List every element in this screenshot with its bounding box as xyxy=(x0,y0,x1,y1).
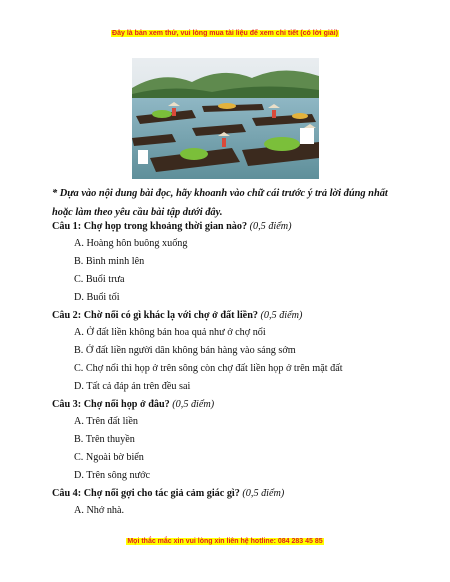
q3-option-a: A. Trên đất liền xyxy=(74,416,138,427)
floating-market-photo xyxy=(132,58,319,179)
q3-option-d: D. Trên sông nước xyxy=(74,470,151,481)
q2-option-a: A. Ở đất liền không bán hoa quả như ở chợ nổi xyxy=(74,327,266,338)
q3-option-c: C. Ngoài bờ biển xyxy=(74,452,144,463)
question-3-label: Câu 3: Chợ nổi họp ở đâu? xyxy=(52,399,170,410)
q2-option-d: D. Tất cả đáp án trên đều sai xyxy=(74,381,191,392)
q1-option-a: A. Hoàng hôn buông xuống xyxy=(74,238,188,249)
q2-option-b: B. Ở đất liền người dân không bán hàng vào sáng sớm xyxy=(74,345,296,356)
question-1-points: (0,5 điểm) xyxy=(249,221,292,232)
header-notice xyxy=(0,29,450,38)
footer-notice-text: Mọi thắc mắc xin vui lòng xin liên hệ hotline: 084 283 45 85 xyxy=(127,538,323,545)
question-3-points: (0,5 điểm) xyxy=(172,399,215,410)
header-notice-text: Đây là bản xem thử, vui lòng mua tài liệu để xem chi tiết (có lời giải) xyxy=(112,30,338,37)
q2-option-c: C. Chợ nổi thì họp ở trên sông còn chợ đất liền họp ở trên mặt đất xyxy=(74,363,343,374)
q4-option-a: A. Nhớ nhà. xyxy=(74,505,125,516)
question-4-points: (0,5 điểm) xyxy=(242,488,285,499)
question-3 xyxy=(52,399,214,411)
question-4-label: Câu 4: Chợ nổi gợi cho tác giả cảm giác gì? xyxy=(52,488,240,499)
footer-notice xyxy=(0,537,450,546)
question-2 xyxy=(52,310,302,322)
question-2-points: (0,5 điểm) xyxy=(260,310,303,321)
instructions: * Dựa vào nội dung bài đọc, hãy khoanh vào chữ cái trước ý trả lời đúng nhất hoặc làm theo yêu cầu bài tập dưới đây. xyxy=(52,188,388,218)
q1-option-d: D. Buổi tối xyxy=(74,292,120,303)
q1-option-c: C. Buổi trưa xyxy=(74,274,125,285)
q3-option-b: B. Trên thuyền xyxy=(74,434,135,445)
question-4 xyxy=(52,488,284,500)
question-2-label: Câu 2: Chờ nổi có gì khác lạ với chợ ở đất liền? xyxy=(52,310,258,321)
q1-option-b: B. Bình minh lên xyxy=(74,256,145,267)
question-1-label: Câu 1: Chợ họp trong khoảng thời gian nào? xyxy=(52,221,248,232)
question-1 xyxy=(52,221,292,233)
